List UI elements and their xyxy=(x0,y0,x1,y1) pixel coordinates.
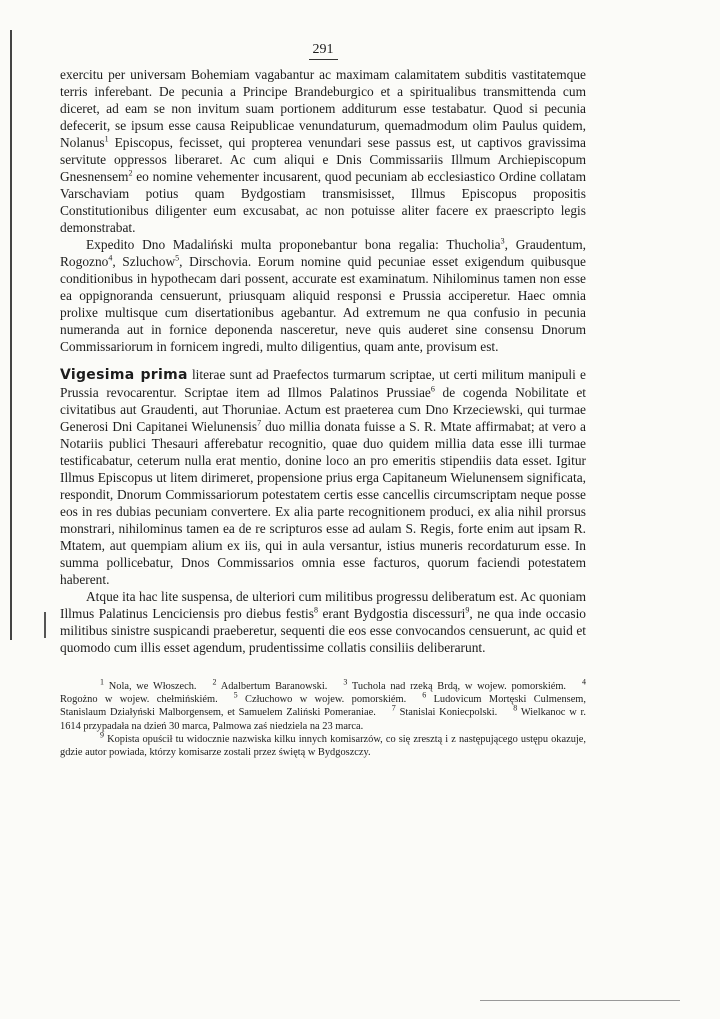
bottom-rule xyxy=(480,1000,680,1001)
paragraph-2: Expedito Dno Madaliński multa proponebantur bona regalia: Thucholia$^3$, Graudentum, Rogozno$^4$, Szluchow$^5$, Dirschovia. Eorum nomine quid pecuniae esset exigendum quibusque conditionibus in hypothecam dari possent, accurate est examinatum. Nihilominus tamen non esse ea oppignoranda censuerunt, priusquam aliquid responsi e Prussia acciperetur. Haec omnia prolixe multisque cum disertationibus agebantur. Ad extremum ne qua confusio in pecunia numeranda aut in fornice deponenda nasceretur, neve quis auderet sine consensu Dnorum Commissariorum in fornicem ingredi, multo diligentius, quam ante, provisum est. xyxy=(60,236,586,354)
page-number: 291 xyxy=(60,42,586,60)
section-heading: Vigesima prima xyxy=(60,367,188,383)
footnote-line: $^1$ Nola, we Włoszech. $^2$ Adalbertum Baranowski. $^3$ Tuchola nad rzeką Brdą, w wojew. pomorskiém. $^4$ Rogożno w wojew. chełmińskiém. $^5$ Człuchowo w wojew. pomorskiém. $^6$ Ludovicum Mortęski Culmensem, Stanislaum Działyński Malborgensem, et Samuelem Zaliński Pomeraniae. $^7$ Stanislai Koniecpolski. $^8$ Wielkanoc w r. 1614 przypadała na dzień 30 marca, Palmowa zaś niedziela na 23 marca. xyxy=(60,677,587,732)
page-edge-line xyxy=(10,30,12,640)
paragraph-1: exercitu per universam Bohemiam vagabantur ac maximam calamitatem subditis vastitatemque terris inferebant. De pecunia a Principe Brandeburgico et a spiritualibus transmittenda cum diceret, ad eam se non invitum suam portionem additurum esse testabatur. Quod si pecunia defecerit, se ipsum esse causa Reipublicae venundaturum, quemadmodum olim Paulus quidem, Nolanus$^1$ Episcopus, fecisset, qui propterea venundari sese passus est, ut captivos gravissima servitute oppressos liberaret. Ac cum aliqui e Dnis Commissariis Illmum Archiepiscopum Gnesnensem$^2$ eo nomine vehementer incusarent, quod pecuniam ab ecclesiastico Ordine collatam Varschaviam potius quam Bydgostiam transmisisset, Illmus Episcopus propositis Constitutionibus diligenter eum excusabat, ac non potuisse aliter facere ex praescripto legis demonstrabat. xyxy=(60,67,586,235)
margin-mark xyxy=(44,612,46,638)
document-page xyxy=(60,42,586,759)
paragraph-4: Atque ita hac lite suspensa, de ulteriori cum militibus progressu deliberatum est. Ac quoniam Illmus Palatinus Lenciciensis pro diebus festis$^8$ erant Bydgostia discessuri$^9$, ne qua inde occasio militibus sinistre suspicandi praeberetur, sequenti die eos esse convocandos censuerunt, ac quid et quomodo cum illis esset agendum, prudentissime collatis consiliis deliberarunt. xyxy=(60,589,587,655)
footnote-line: $^9$ Kopista opuścił tu widocznie nazwiska kilku innych komisarzów, co się zresztą i z następującego ustępu okazuje, gdzie autor powiada, którzy komisarze zostali przez świętą w Bydgoszczy. xyxy=(60,730,586,759)
paragraph-3: Vigesima prima literae sunt ad Praefectos turmarum scriptae, ut certi militum manipuli e Prussia revocarentur. Scriptae item ad Illmos Palatinos Prussiae$^6$ de cogenda Nobilitate et civitatibus aut Graudenti, aut Thoruniae. Actum est praeterea cum Dno Krzeciewski, qui turmae Generosi Dni Capitanei Wielunensis$^7$ duo millia donata fuisse a S. R. Mtate affirmabat; at vero a Notariis publici Thesauri afferebatur recognitio, quae duo quidem millia data esse illi turmae testificabatur, ceterum nulla erat mentio, donine loco an pro emeritis stipendiis data esset. Igitur Illmus Episcopus ut litem dirimeret, propensione prius erga Capitaneum Wielunensem significata, respondit, Dnorum Commissariorum potestatem certis esse cancellis circumscriptam neque posse eos in res dubias pecuniam convertere. Ex alia parte recognitionem produci, ex alia nihil prorsus monstrari, nihilominus tamen ea de re scripturos esse ad aulam S. Regis, forte enim aut ipsam R. Mtatem, aut quempiam alium ex iis, qui in aula versantur, istius muneris recordaturum esse. In summa pollicebatur, Dnos Commissarios omnia esse facturos, quorum faciendi potestatem haberent. xyxy=(60,367,586,587)
footnotes xyxy=(60,677,587,759)
